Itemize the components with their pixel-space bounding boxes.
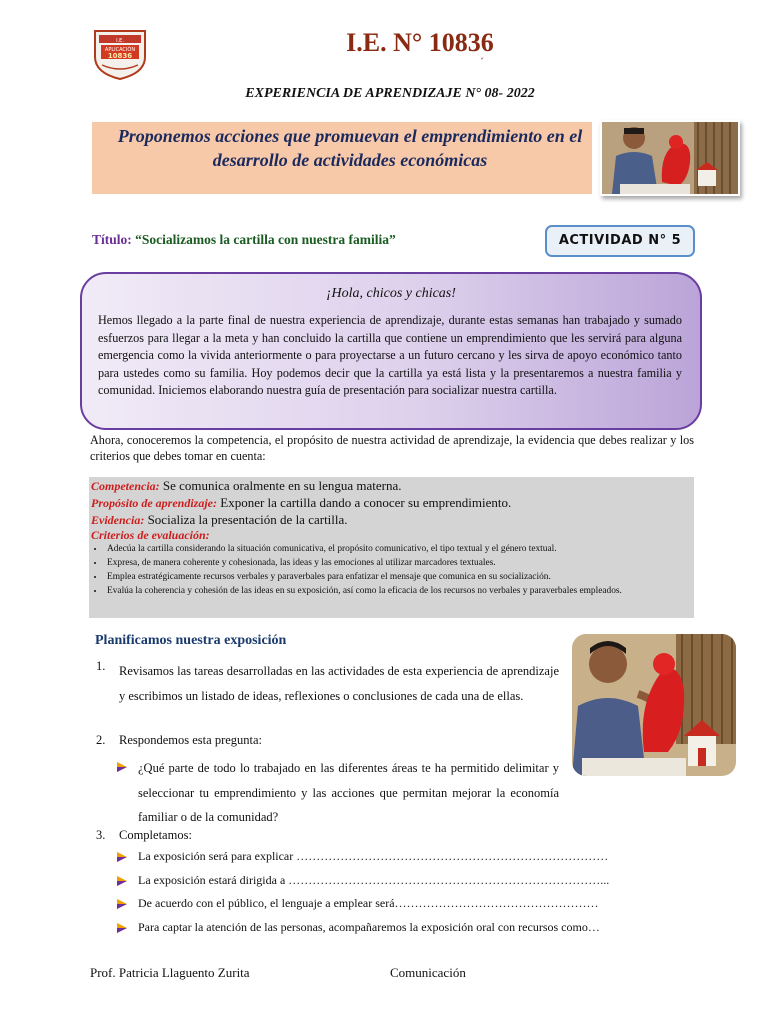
decorative-accent: ´ bbox=[480, 55, 484, 69]
school-logo bbox=[92, 27, 148, 81]
evidencia-label: Evidencia: bbox=[91, 513, 145, 527]
greeting: ¡Hola, chicos y chicas! bbox=[326, 286, 456, 301]
artisan-photo-large bbox=[572, 634, 736, 776]
arrow-bullet-icon bbox=[116, 851, 128, 863]
list-item: • Adecúa la cartilla considerando la situación comunicativa, el propósito comunicativo, el tipo textual y el género textual. bbox=[105, 542, 705, 556]
criteria-list bbox=[91, 542, 705, 598]
competencia-label: Competencia: bbox=[91, 479, 160, 493]
svg-text:I.E.: I.E. bbox=[116, 38, 124, 44]
competencia-line bbox=[91, 477, 402, 495]
step-3-text: Completamos: bbox=[119, 828, 192, 842]
criterios-label: Criterios de evaluación: bbox=[91, 528, 210, 542]
step-1-text: Revisamos las tareas desarrolladas en las actividades de esta experiencia de aprendizaje y escribimos un listado de ideas, reflexiones o conclusiones de cada una de ellas. bbox=[119, 664, 559, 703]
competency-intro-paragraph: Ahora, conoceremos la competencia, el propósito de nuestra actividad de aprendizaje, la evidencia que debes realizar y los criterios que debes tomar en cuenta: bbox=[90, 433, 694, 463]
arrow-bullet-icon bbox=[116, 898, 128, 910]
activity-title bbox=[92, 232, 396, 248]
proposito-value: Exponer la cartilla dando a conocer su emprendimiento. bbox=[220, 495, 512, 510]
activity-number-badge: ACTIVIDAD N° 5 bbox=[545, 225, 695, 257]
step-2-question: ¿Qué parte de todo lo trabajado en las diferentes áreas te ha permitido delimitar y seleccionar tu emprendimiento y las acciones que permitan mejorar la economía familiar o de la comunidad? bbox=[138, 761, 559, 824]
arrow-bullet-icon bbox=[116, 875, 128, 887]
banner-title: Proponemos acciones que promuevan el emprendimiento en el desarrollo de actividades económicas bbox=[117, 126, 583, 170]
step-number: 3. bbox=[96, 828, 106, 842]
evidencia-value: Socializa la presentación de la cartilla. bbox=[147, 512, 348, 527]
arrow-bullet-icon bbox=[116, 922, 128, 934]
step-number: 1. bbox=[96, 659, 106, 673]
step-number: 2. bbox=[96, 733, 106, 747]
fill-item: Para captar la atención de las personas, acompañaremos la exposición oral con recursos como… bbox=[138, 920, 600, 934]
title-label: Título: bbox=[92, 232, 132, 247]
proposito-line bbox=[91, 494, 511, 512]
section-title: Planificamos nuestra exposición bbox=[95, 633, 287, 648]
competencia-value: Se comunica oralmente en su lengua materna. bbox=[162, 478, 402, 493]
fill-item: La exposición estará dirigida a ……………………………………………………………………... bbox=[138, 873, 610, 887]
list-item: • Evalúa la coherencia y cohesión de las ideas en su exposición, así como la eficacia de los recursos no verbales y paraverbales empleados. bbox=[105, 584, 705, 598]
step-2-text: Respondemos esta pregunta: bbox=[119, 733, 263, 747]
artisan-photo-small bbox=[600, 120, 740, 196]
svg-text:APLICACIÓN: APLICACIÓN bbox=[104, 47, 136, 53]
svg-text:10836: 10836 bbox=[107, 52, 133, 60]
intro-paragraph: Hemos llegado a la parte final de nuestra experiencia de aprendizaje, durante estas semanas han trabajado y sumado esfuerzos para llegar a la meta y han concluido la cartilla que contiene un emprendimiento que les servirá para alguna emergencia como la vivida anteriormente o para proyectarse a un futuro cercano y les sirva de apoyo económico tanto para ustedes como su familia. Hoy podemos decir que la cartilla ya está lista y la presentaremos a nuestra familia y comunidad. Iniciemos elaborando nuestra guía de presentación para socializar nuestra cartilla. bbox=[98, 313, 682, 397]
experience-title: EXPERIENCIA DE APRENDIZAJE N° 08- 2022 bbox=[245, 86, 535, 101]
school-title: I.E. N° 10836 bbox=[346, 28, 494, 57]
list-item: • Emplea estratégicamente recursos verbales y paraverbales para enfatizar el mensaje que comunica en su socialización. bbox=[105, 570, 705, 584]
title-value: “Socializamos la cartilla con nuestra familia” bbox=[135, 232, 396, 247]
footer-teacher: Prof. Patricia Llaguento Zurita bbox=[90, 965, 250, 980]
footer-subject: Comunicación bbox=[390, 965, 466, 980]
fill-item: De acuerdo con el público, el lenguaje a emplear será…………………………………………… bbox=[138, 896, 599, 910]
fill-item: La exposición será para explicar …………………………………………………………………… bbox=[138, 849, 609, 863]
arrow-bullet-icon bbox=[116, 761, 128, 773]
list-item: • Expresa, de manera coherente y cohesionada, las ideas y las emociones al utilizar marcadores textuales. bbox=[105, 556, 705, 570]
proposito-label: Propósito de aprendizaje: bbox=[91, 496, 217, 510]
